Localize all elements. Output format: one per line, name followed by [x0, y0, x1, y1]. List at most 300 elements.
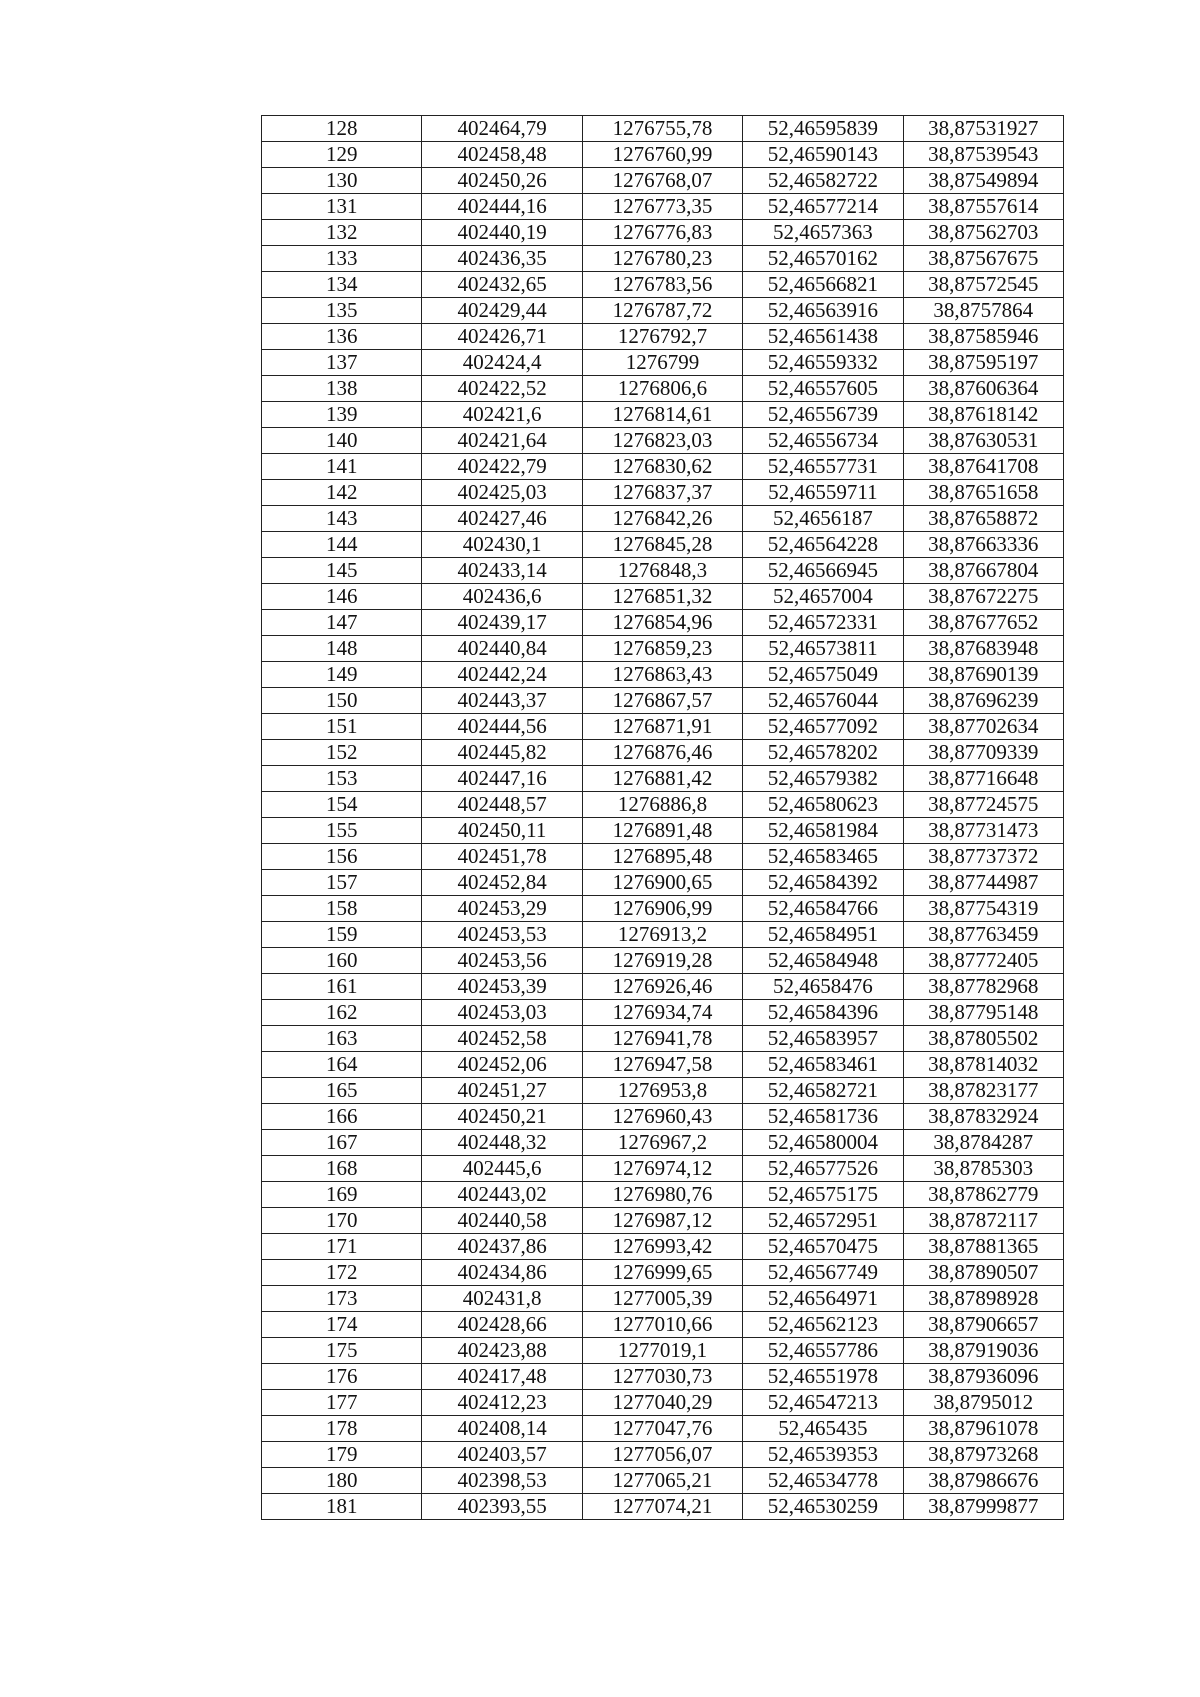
y-coordinate-cell: 1276913,2	[582, 922, 742, 948]
y-coordinate-cell: 1276851,32	[582, 584, 742, 610]
x-coordinate-cell: 402453,53	[422, 922, 582, 948]
point-number-cell: 173	[262, 1286, 422, 1312]
coordinates-table	[261, 115, 1064, 1520]
x-coordinate-cell: 402448,57	[422, 792, 582, 818]
x-coordinate-cell: 402464,79	[422, 116, 582, 142]
longitude-cell: 38,87667804	[903, 558, 1063, 584]
x-coordinate-cell: 402453,56	[422, 948, 582, 974]
latitude-cell: 52,46572331	[743, 610, 903, 636]
table-row	[262, 1364, 1064, 1390]
latitude-cell: 52,46583957	[743, 1026, 903, 1052]
y-coordinate-cell: 1277040,29	[582, 1390, 742, 1416]
table-row	[262, 246, 1064, 272]
point-number-cell: 141	[262, 454, 422, 480]
latitude-cell: 52,46557731	[743, 454, 903, 480]
coordinates-table-body	[262, 116, 1064, 1520]
x-coordinate-cell: 402453,39	[422, 974, 582, 1000]
point-number-cell: 155	[262, 818, 422, 844]
x-coordinate-cell: 402444,16	[422, 194, 582, 220]
point-number-cell: 169	[262, 1182, 422, 1208]
y-coordinate-cell: 1276814,61	[582, 402, 742, 428]
x-coordinate-cell: 402450,26	[422, 168, 582, 194]
y-coordinate-cell: 1276842,26	[582, 506, 742, 532]
longitude-cell: 38,87898928	[903, 1286, 1063, 1312]
table-row	[262, 870, 1064, 896]
y-coordinate-cell: 1276895,48	[582, 844, 742, 870]
latitude-cell: 52,46582722	[743, 168, 903, 194]
y-coordinate-cell: 1276755,78	[582, 116, 742, 142]
latitude-cell: 52,46577214	[743, 194, 903, 220]
point-number-cell: 178	[262, 1416, 422, 1442]
table-row	[262, 1026, 1064, 1052]
table-row	[262, 1312, 1064, 1338]
x-coordinate-cell: 402436,6	[422, 584, 582, 610]
table-row	[262, 1416, 1064, 1442]
longitude-cell: 38,8784287	[903, 1130, 1063, 1156]
x-coordinate-cell: 402431,8	[422, 1286, 582, 1312]
y-coordinate-cell: 1276768,07	[582, 168, 742, 194]
latitude-cell: 52,46575049	[743, 662, 903, 688]
point-number-cell: 164	[262, 1052, 422, 1078]
table-row	[262, 714, 1064, 740]
longitude-cell: 38,87919036	[903, 1338, 1063, 1364]
x-coordinate-cell: 402442,24	[422, 662, 582, 688]
table-row	[262, 974, 1064, 1000]
longitude-cell: 38,87823177	[903, 1078, 1063, 1104]
latitude-cell: 52,46564971	[743, 1286, 903, 1312]
y-coordinate-cell: 1276760,99	[582, 142, 742, 168]
table-row	[262, 662, 1064, 688]
table-row	[262, 402, 1064, 428]
longitude-cell: 38,87696239	[903, 688, 1063, 714]
latitude-cell: 52,46570475	[743, 1234, 903, 1260]
x-coordinate-cell: 402445,82	[422, 740, 582, 766]
table-row	[262, 272, 1064, 298]
longitude-cell: 38,87763459	[903, 922, 1063, 948]
y-coordinate-cell: 1276974,12	[582, 1156, 742, 1182]
longitude-cell: 38,87557614	[903, 194, 1063, 220]
longitude-cell: 38,87618142	[903, 402, 1063, 428]
x-coordinate-cell: 402434,86	[422, 1260, 582, 1286]
table-row	[262, 532, 1064, 558]
x-coordinate-cell: 402417,48	[422, 1364, 582, 1390]
latitude-cell: 52,46566945	[743, 558, 903, 584]
longitude-cell: 38,87782968	[903, 974, 1063, 1000]
latitude-cell: 52,46580623	[743, 792, 903, 818]
longitude-cell: 38,87709339	[903, 740, 1063, 766]
x-coordinate-cell: 402450,21	[422, 1104, 582, 1130]
point-number-cell: 175	[262, 1338, 422, 1364]
latitude-cell: 52,46563916	[743, 298, 903, 324]
longitude-cell: 38,87832924	[903, 1104, 1063, 1130]
latitude-cell: 52,46578202	[743, 740, 903, 766]
y-coordinate-cell: 1276848,3	[582, 558, 742, 584]
point-number-cell: 157	[262, 870, 422, 896]
point-number-cell: 143	[262, 506, 422, 532]
x-coordinate-cell: 402421,6	[422, 402, 582, 428]
point-number-cell: 172	[262, 1260, 422, 1286]
x-coordinate-cell: 402437,86	[422, 1234, 582, 1260]
point-number-cell: 151	[262, 714, 422, 740]
latitude-cell: 52,46547213	[743, 1390, 903, 1416]
longitude-cell: 38,87595197	[903, 350, 1063, 376]
point-number-cell: 140	[262, 428, 422, 454]
x-coordinate-cell: 402432,65	[422, 272, 582, 298]
x-coordinate-cell: 402443,02	[422, 1182, 582, 1208]
latitude-cell: 52,46561438	[743, 324, 903, 350]
x-coordinate-cell: 402440,19	[422, 220, 582, 246]
table-row	[262, 1390, 1064, 1416]
y-coordinate-cell: 1276886,8	[582, 792, 742, 818]
longitude-cell: 38,8795012	[903, 1390, 1063, 1416]
table-row	[262, 480, 1064, 506]
x-coordinate-cell: 402427,46	[422, 506, 582, 532]
y-coordinate-cell: 1276876,46	[582, 740, 742, 766]
point-number-cell: 154	[262, 792, 422, 818]
x-coordinate-cell: 402412,23	[422, 1390, 582, 1416]
x-coordinate-cell: 402443,37	[422, 688, 582, 714]
latitude-cell: 52,46556734	[743, 428, 903, 454]
latitude-cell: 52,46577092	[743, 714, 903, 740]
table-row	[262, 428, 1064, 454]
x-coordinate-cell: 402422,79	[422, 454, 582, 480]
longitude-cell: 38,87585946	[903, 324, 1063, 350]
latitude-cell: 52,46556739	[743, 402, 903, 428]
longitude-cell: 38,87677652	[903, 610, 1063, 636]
y-coordinate-cell: 1276987,12	[582, 1208, 742, 1234]
y-coordinate-cell: 1276806,6	[582, 376, 742, 402]
point-number-cell: 161	[262, 974, 422, 1000]
latitude-cell: 52,4656187	[743, 506, 903, 532]
x-coordinate-cell: 402422,52	[422, 376, 582, 402]
table-row	[262, 1442, 1064, 1468]
longitude-cell: 38,87658872	[903, 506, 1063, 532]
longitude-cell: 38,87531927	[903, 116, 1063, 142]
point-number-cell: 159	[262, 922, 422, 948]
point-number-cell: 149	[262, 662, 422, 688]
y-coordinate-cell: 1277065,21	[582, 1468, 742, 1494]
table-row	[262, 1000, 1064, 1026]
point-number-cell: 180	[262, 1468, 422, 1494]
x-coordinate-cell: 402453,03	[422, 1000, 582, 1026]
table-row	[262, 896, 1064, 922]
latitude-cell: 52,46566821	[743, 272, 903, 298]
table-row	[262, 142, 1064, 168]
y-coordinate-cell: 1276999,65	[582, 1260, 742, 1286]
y-coordinate-cell: 1276799	[582, 350, 742, 376]
latitude-cell: 52,46557786	[743, 1338, 903, 1364]
table-row	[262, 636, 1064, 662]
latitude-cell: 52,46573811	[743, 636, 903, 662]
longitude-cell: 38,87641708	[903, 454, 1063, 480]
point-number-cell: 160	[262, 948, 422, 974]
latitude-cell: 52,46595839	[743, 116, 903, 142]
table-row	[262, 766, 1064, 792]
longitude-cell: 38,87754319	[903, 896, 1063, 922]
x-coordinate-cell: 402403,57	[422, 1442, 582, 1468]
longitude-cell: 38,87549894	[903, 168, 1063, 194]
longitude-cell: 38,87562703	[903, 220, 1063, 246]
longitude-cell: 38,87572545	[903, 272, 1063, 298]
x-coordinate-cell: 402423,88	[422, 1338, 582, 1364]
table-row	[262, 454, 1064, 480]
longitude-cell: 38,87724575	[903, 792, 1063, 818]
point-number-cell: 156	[262, 844, 422, 870]
y-coordinate-cell: 1277019,1	[582, 1338, 742, 1364]
y-coordinate-cell: 1276953,8	[582, 1078, 742, 1104]
point-number-cell: 150	[262, 688, 422, 714]
x-coordinate-cell: 402440,84	[422, 636, 582, 662]
y-coordinate-cell: 1277047,76	[582, 1416, 742, 1442]
point-number-cell: 134	[262, 272, 422, 298]
longitude-cell: 38,87683948	[903, 636, 1063, 662]
x-coordinate-cell: 402452,84	[422, 870, 582, 896]
point-number-cell: 133	[262, 246, 422, 272]
table-row	[262, 116, 1064, 142]
longitude-cell: 38,8757864	[903, 298, 1063, 324]
latitude-cell: 52,4657004	[743, 584, 903, 610]
x-coordinate-cell: 402447,16	[422, 766, 582, 792]
longitude-cell: 38,87606364	[903, 376, 1063, 402]
longitude-cell: 38,87961078	[903, 1416, 1063, 1442]
table-row	[262, 1260, 1064, 1286]
y-coordinate-cell: 1276993,42	[582, 1234, 742, 1260]
x-coordinate-cell: 402429,44	[422, 298, 582, 324]
latitude-cell: 52,46580004	[743, 1130, 903, 1156]
table-row	[262, 194, 1064, 220]
x-coordinate-cell: 402393,55	[422, 1494, 582, 1520]
longitude-cell: 38,87881365	[903, 1234, 1063, 1260]
longitude-cell: 38,87986676	[903, 1468, 1063, 1494]
point-number-cell: 174	[262, 1312, 422, 1338]
latitude-cell: 52,46557605	[743, 376, 903, 402]
y-coordinate-cell: 1276776,83	[582, 220, 742, 246]
latitude-cell: 52,46564228	[743, 532, 903, 558]
longitude-cell: 38,87814032	[903, 1052, 1063, 1078]
point-number-cell: 142	[262, 480, 422, 506]
longitude-cell: 38,87651658	[903, 480, 1063, 506]
y-coordinate-cell: 1276867,57	[582, 688, 742, 714]
point-number-cell: 165	[262, 1078, 422, 1104]
table-row	[262, 506, 1064, 532]
table-row	[262, 168, 1064, 194]
point-number-cell: 147	[262, 610, 422, 636]
y-coordinate-cell: 1277010,66	[582, 1312, 742, 1338]
table-row	[262, 844, 1064, 870]
x-coordinate-cell: 402451,78	[422, 844, 582, 870]
x-coordinate-cell: 402426,71	[422, 324, 582, 350]
x-coordinate-cell: 402408,14	[422, 1416, 582, 1442]
latitude-cell: 52,46577526	[743, 1156, 903, 1182]
point-number-cell: 181	[262, 1494, 422, 1520]
table-row	[262, 740, 1064, 766]
x-coordinate-cell: 402425,03	[422, 480, 582, 506]
y-coordinate-cell: 1276859,23	[582, 636, 742, 662]
point-number-cell: 179	[262, 1442, 422, 1468]
latitude-cell: 52,46567749	[743, 1260, 903, 1286]
longitude-cell: 38,87999877	[903, 1494, 1063, 1520]
point-number-cell: 146	[262, 584, 422, 610]
table-row	[262, 948, 1064, 974]
latitude-cell: 52,46590143	[743, 142, 903, 168]
point-number-cell: 130	[262, 168, 422, 194]
table-row	[262, 298, 1064, 324]
y-coordinate-cell: 1276891,48	[582, 818, 742, 844]
latitude-cell: 52,46583465	[743, 844, 903, 870]
x-coordinate-cell: 402428,66	[422, 1312, 582, 1338]
latitude-cell: 52,46584392	[743, 870, 903, 896]
longitude-cell: 38,87872117	[903, 1208, 1063, 1234]
x-coordinate-cell: 402452,58	[422, 1026, 582, 1052]
longitude-cell: 38,87731473	[903, 818, 1063, 844]
point-number-cell: 166	[262, 1104, 422, 1130]
x-coordinate-cell: 402421,64	[422, 428, 582, 454]
y-coordinate-cell: 1276773,35	[582, 194, 742, 220]
latitude-cell: 52,46570162	[743, 246, 903, 272]
latitude-cell: 52,46582721	[743, 1078, 903, 1104]
point-number-cell: 152	[262, 740, 422, 766]
point-number-cell: 163	[262, 1026, 422, 1052]
point-number-cell: 177	[262, 1390, 422, 1416]
x-coordinate-cell: 402451,27	[422, 1078, 582, 1104]
latitude-cell: 52,46584396	[743, 1000, 903, 1026]
point-number-cell: 168	[262, 1156, 422, 1182]
latitude-cell: 52,46584948	[743, 948, 903, 974]
latitude-cell: 52,4658476	[743, 974, 903, 1000]
y-coordinate-cell: 1276900,65	[582, 870, 742, 896]
latitude-cell: 52,4657363	[743, 220, 903, 246]
longitude-cell: 38,87663336	[903, 532, 1063, 558]
longitude-cell: 38,87567675	[903, 246, 1063, 272]
longitude-cell: 38,87737372	[903, 844, 1063, 870]
y-coordinate-cell: 1276906,99	[582, 896, 742, 922]
table-row	[262, 1494, 1064, 1520]
y-coordinate-cell: 1276941,78	[582, 1026, 742, 1052]
point-number-cell: 176	[262, 1364, 422, 1390]
table-row	[262, 1286, 1064, 1312]
x-coordinate-cell: 402439,17	[422, 610, 582, 636]
y-coordinate-cell: 1276926,46	[582, 974, 742, 1000]
point-number-cell: 144	[262, 532, 422, 558]
longitude-cell: 38,87672275	[903, 584, 1063, 610]
point-number-cell: 135	[262, 298, 422, 324]
y-coordinate-cell: 1276783,56	[582, 272, 742, 298]
y-coordinate-cell: 1277030,73	[582, 1364, 742, 1390]
point-number-cell: 139	[262, 402, 422, 428]
latitude-cell: 52,46584951	[743, 922, 903, 948]
latitude-cell: 52,46559332	[743, 350, 903, 376]
latitude-cell: 52,46575175	[743, 1182, 903, 1208]
y-coordinate-cell: 1276854,96	[582, 610, 742, 636]
latitude-cell: 52,46584766	[743, 896, 903, 922]
y-coordinate-cell: 1276792,7	[582, 324, 742, 350]
table-row	[262, 1078, 1064, 1104]
y-coordinate-cell: 1276960,43	[582, 1104, 742, 1130]
x-coordinate-cell: 402444,56	[422, 714, 582, 740]
longitude-cell: 38,87630531	[903, 428, 1063, 454]
x-coordinate-cell: 402445,6	[422, 1156, 582, 1182]
longitude-cell: 38,87716648	[903, 766, 1063, 792]
latitude-cell: 52,46576044	[743, 688, 903, 714]
table-row	[262, 1338, 1064, 1364]
y-coordinate-cell: 1276845,28	[582, 532, 742, 558]
latitude-cell: 52,46583461	[743, 1052, 903, 1078]
y-coordinate-cell: 1276980,76	[582, 1182, 742, 1208]
y-coordinate-cell: 1276787,72	[582, 298, 742, 324]
point-number-cell: 162	[262, 1000, 422, 1026]
table-row	[262, 1156, 1064, 1182]
x-coordinate-cell: 402433,14	[422, 558, 582, 584]
y-coordinate-cell: 1276934,74	[582, 1000, 742, 1026]
table-row	[262, 688, 1064, 714]
table-row	[262, 220, 1064, 246]
latitude-cell: 52,465435	[743, 1416, 903, 1442]
x-coordinate-cell: 402440,58	[422, 1208, 582, 1234]
table-row	[262, 1182, 1064, 1208]
latitude-cell: 52,46562123	[743, 1312, 903, 1338]
longitude-cell: 38,87805502	[903, 1026, 1063, 1052]
latitude-cell: 52,46530259	[743, 1494, 903, 1520]
latitude-cell: 52,46551978	[743, 1364, 903, 1390]
table-row	[262, 324, 1064, 350]
y-coordinate-cell: 1276863,43	[582, 662, 742, 688]
x-coordinate-cell: 402452,06	[422, 1052, 582, 1078]
point-number-cell: 131	[262, 194, 422, 220]
x-coordinate-cell: 402398,53	[422, 1468, 582, 1494]
point-number-cell: 167	[262, 1130, 422, 1156]
longitude-cell: 38,87973268	[903, 1442, 1063, 1468]
point-number-cell: 148	[262, 636, 422, 662]
x-coordinate-cell: 402450,11	[422, 818, 582, 844]
point-number-cell: 128	[262, 116, 422, 142]
x-coordinate-cell: 402436,35	[422, 246, 582, 272]
point-number-cell: 132	[262, 220, 422, 246]
table-row	[262, 1234, 1064, 1260]
y-coordinate-cell: 1276967,2	[582, 1130, 742, 1156]
y-coordinate-cell: 1276780,23	[582, 246, 742, 272]
longitude-cell: 38,87906657	[903, 1312, 1063, 1338]
longitude-cell: 38,8785303	[903, 1156, 1063, 1182]
longitude-cell: 38,87890507	[903, 1260, 1063, 1286]
latitude-cell: 52,46581736	[743, 1104, 903, 1130]
longitude-cell: 38,87690139	[903, 662, 1063, 688]
table-row	[262, 1468, 1064, 1494]
latitude-cell: 52,46581984	[743, 818, 903, 844]
latitude-cell: 52,46579382	[743, 766, 903, 792]
table-row	[262, 1104, 1064, 1130]
latitude-cell: 52,46572951	[743, 1208, 903, 1234]
table-row	[262, 1130, 1064, 1156]
table-row	[262, 922, 1064, 948]
longitude-cell: 38,87936096	[903, 1364, 1063, 1390]
longitude-cell: 38,87539543	[903, 142, 1063, 168]
latitude-cell: 52,46559711	[743, 480, 903, 506]
longitude-cell: 38,87744987	[903, 870, 1063, 896]
y-coordinate-cell: 1277005,39	[582, 1286, 742, 1312]
y-coordinate-cell: 1276871,91	[582, 714, 742, 740]
longitude-cell: 38,87862779	[903, 1182, 1063, 1208]
longitude-cell: 38,87702634	[903, 714, 1063, 740]
table-row	[262, 792, 1064, 818]
point-number-cell: 145	[262, 558, 422, 584]
y-coordinate-cell: 1276919,28	[582, 948, 742, 974]
y-coordinate-cell: 1276947,58	[582, 1052, 742, 1078]
x-coordinate-cell: 402430,1	[422, 532, 582, 558]
x-coordinate-cell: 402424,4	[422, 350, 582, 376]
y-coordinate-cell: 1276837,37	[582, 480, 742, 506]
latitude-cell: 52,46539353	[743, 1442, 903, 1468]
x-coordinate-cell: 402448,32	[422, 1130, 582, 1156]
